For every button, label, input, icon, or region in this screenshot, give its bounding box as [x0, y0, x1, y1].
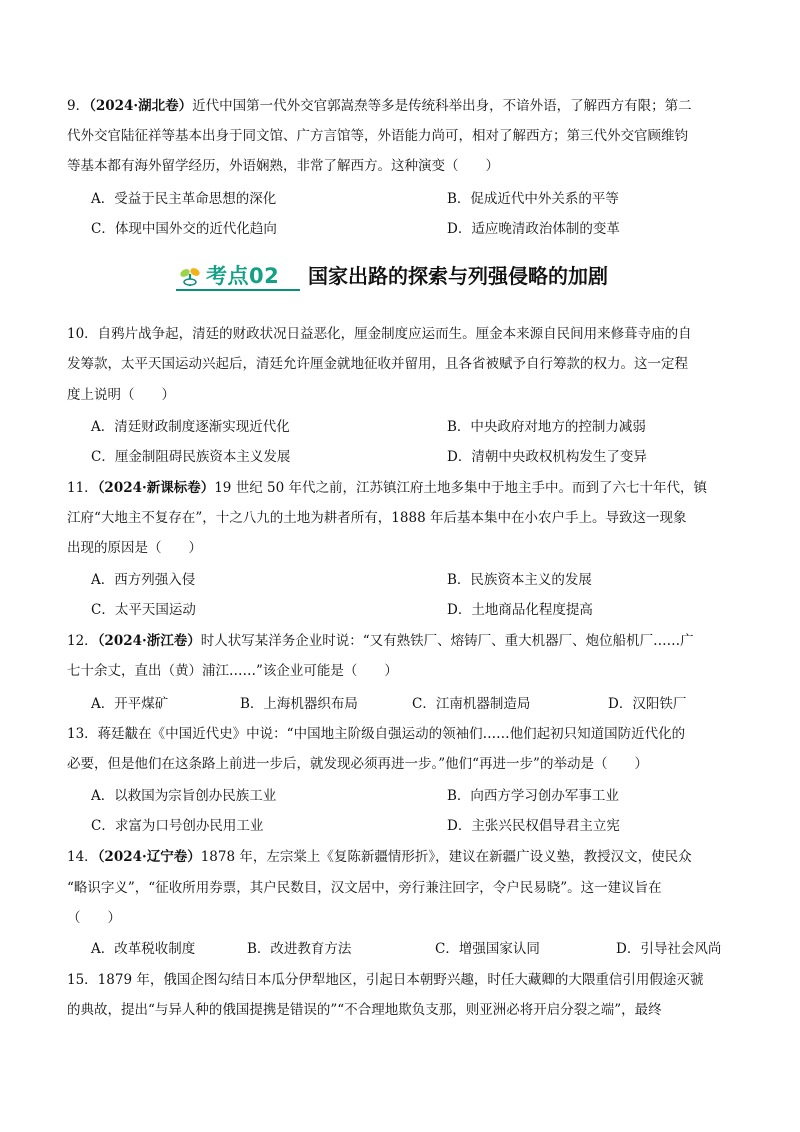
q14-option-c: C．增强国家认同 — [435, 941, 540, 957]
q15-line-1: 15．1879 年，俄国企图勾结日本瓜分伊犁地区，引起日本朝野兴趣，时任大藏卿的大隈重信引用假途灭虢 — [67, 972, 704, 988]
q13-line-2: 必要，但是他们在这条路上前进一步后，就发现必须再进一步。”他们“再进一步”的举动是（ ） — [67, 756, 648, 772]
q14-line-2: “略识字义”，“征收所用券票，其户民数目，汉文居中，旁行兼注回字，令户民易晓”。这一建议旨在 — [67, 880, 662, 896]
q14-line-3: （ ） — [67, 910, 121, 926]
q12-number: 12． — [67, 633, 98, 649]
q9-line-2: 代外交官陆征祥等基本出身于同文馆、广方言馆等，外语能力尚可，相对了解西方；第三代外交官顾维钧 — [67, 128, 688, 144]
q11-text: 19 世纪 50 年代之前，江苏镇江府土地多集中于地主手中。而到了六七十年代，镇 — [214, 480, 707, 496]
q14-source: （2024·辽宁卷） — [97, 849, 201, 865]
plant-icon — [178, 264, 202, 288]
q11-source: （2024·新课标卷） — [97, 480, 215, 496]
q11-option-d: D．土地商品化程度提高 — [447, 602, 593, 618]
q11-option-a: A．西方列强入侵 — [91, 572, 196, 588]
q9-line-1 — [67, 96, 692, 116]
q15-line-2: 的典故，提出“与异人种的俄国提携是错误的”“不合理地欺负支那，则亚洲必将开启分裂之端”，最终 — [67, 1002, 662, 1018]
q10-option-a: A．清廷财政制度逐渐实现近代化 — [91, 419, 290, 435]
q14-option-d: D．引导社会风尚 — [616, 941, 722, 957]
q11-line-1 — [67, 478, 707, 498]
q10-option-c: C．厘金制阻碍民族资本主义发展 — [91, 449, 291, 465]
q11-line-2: 江府“大地主不复存在”，十之八九的土地为耕者所有，1888 年后基本集中在小农户手上。导致这一现象 — [67, 510, 687, 526]
q12-option-b: B．上海机器织布局 — [240, 696, 358, 712]
q11-option-b: B．民族资本主义的发展 — [447, 572, 592, 588]
q12-source: （2024·浙江卷） — [97, 633, 201, 649]
q12-line-1 — [67, 631, 694, 651]
q11-line-3: 出现的原因是（ ） — [67, 540, 202, 556]
q9-option-d: D．适应晚清政治体制的变革 — [447, 221, 620, 237]
section-badge-underline — [176, 289, 300, 291]
section-badge — [176, 260, 300, 290]
q10-line-3: 度上说明（ ） — [67, 387, 175, 403]
section-banner — [176, 258, 646, 298]
q11-number: 11． — [67, 480, 98, 496]
q14-option-b: B．改进教育方法 — [247, 941, 352, 957]
q10-line-1: 10．自鸦片战争起，清廷的财政状况日益恶化，厘金制度应运而生。厘金本来源自民间用来修葺寺庙的自 — [67, 326, 692, 342]
q12-option-a: A．开平煤矿 — [91, 696, 169, 712]
q13-option-b: B．向西方学习创办军事工业 — [447, 788, 619, 804]
q10-line-2: 发筹款，太平天国运动兴起后，清廷允许厘金就地征收并留用，且各省被赋予自行筹款的权力。这一定程 — [67, 356, 688, 372]
q14-text: 1878 年，左宗棠上《复陈新疆情形折》，建议在新疆广设义塾，教授汉文，使民众 — [200, 849, 692, 865]
q9-line-3: 等基本都有海外留学经历，外语娴熟，非常了解西方。这种演变（ ） — [67, 158, 499, 174]
q10-option-d: D．清朝中央政权机构发生了变异 — [447, 449, 647, 465]
q13-option-a: A．以救国为宗旨创办民族工业 — [91, 788, 277, 804]
q9-option-b: B．促成近代中外关系的平等 — [447, 191, 619, 207]
q14-line-1 — [67, 847, 692, 867]
q13-option-d: D．主张兴民权倡导君主立宪 — [447, 818, 620, 834]
q12-text: 时人状写某洋务企业时说：“又有熟铁厂、熔铸厂、重大机器厂、炮位船机厂……广 — [200, 633, 694, 649]
q9-option-c: C．体现中国外交的近代化趋向 — [91, 221, 277, 237]
q9-option-a: A．受益于民主革命思想的深化 — [91, 191, 277, 207]
q14-option-a: A．改革税收制度 — [91, 941, 196, 957]
q12-option-c: C．江南机器制造局 — [412, 696, 531, 712]
q9-text: 近代中国第一代外交官郭嵩焘等多是传统科举出身，不谙外语，了解西方有限；第二 — [192, 98, 692, 114]
q12-option-d: D．汉阳铁厂 — [608, 696, 687, 712]
section-badge-label: 考点02 — [206, 264, 280, 288]
q9-number: 9． — [67, 98, 90, 114]
q12-line-2: 七十余丈，直出（黄）浦江……”该企业可能是（ ） — [67, 663, 398, 679]
q10-option-b: B．中央政府对地方的控制力减弱 — [447, 419, 646, 435]
q13-option-c: C．求富为口号创办民用工业 — [91, 818, 264, 834]
q13-line-1: 13．蒋廷黻在《中国近代史》中说：“中国地主阶级自强运动的领袖们……他们起初只知道国防近代化的 — [67, 726, 686, 742]
q14-number: 14． — [67, 849, 98, 865]
q11-option-c: C．太平天国运动 — [91, 602, 196, 618]
q9-source: （2024·湖北卷） — [89, 98, 193, 114]
section-title: 国家出路的探索与列强侵略的加剧 — [308, 264, 608, 288]
